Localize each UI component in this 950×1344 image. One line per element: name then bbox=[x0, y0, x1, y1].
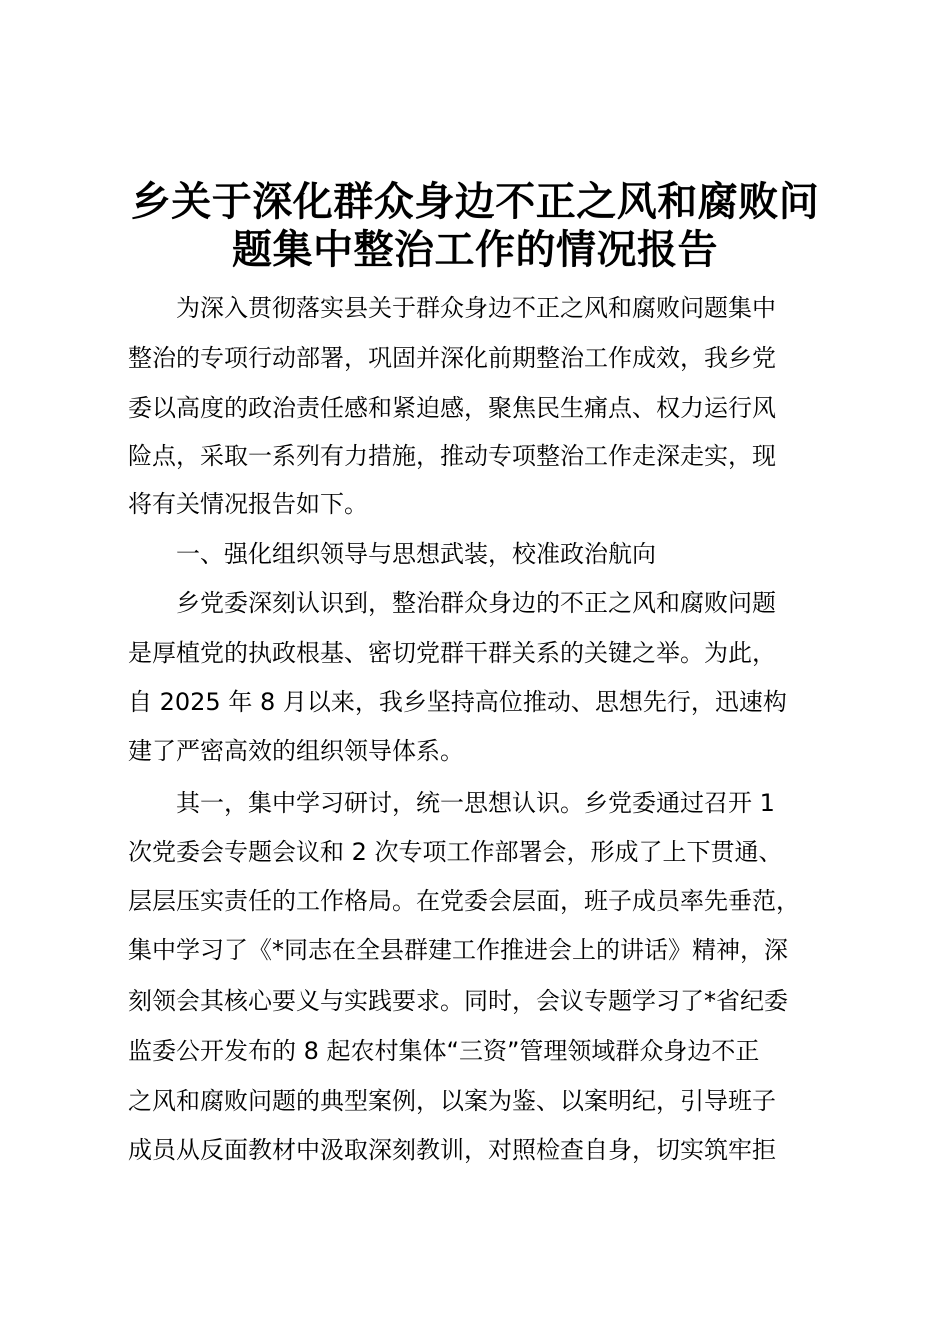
paragraph-line: 是厚植党的执政根基、密切党群干群关系的关键之举。为此， bbox=[128, 639, 776, 667]
paragraph-line: 整治的专项行动部署，巩固并深化前期整治工作成效，我乡党 bbox=[128, 344, 776, 372]
paragraph-line: 层层压实责任的工作格局。在党委会层面，班子成员率先垂范， bbox=[128, 887, 800, 915]
section-heading: 一、强化组织领导与思想武装，校准政治航向 bbox=[176, 540, 656, 568]
paragraph-line: 自 2025 年 8 月以来，我乡坚持高位推动、思想先行，迅速构 bbox=[128, 688, 787, 716]
paragraph-line: 成员从反面教材中汲取深刻教训，对照检查自身，切实筑牢拒 bbox=[128, 1136, 776, 1164]
paragraph-line: 委以高度的政治责任感和紧迫感，聚焦民生痛点、权力运行风 bbox=[128, 394, 776, 422]
paragraph-line: 监委公开发布的 8 起农村集体“三资”管理领域群众身边不正 bbox=[128, 1037, 760, 1065]
paragraph-line: 其一，集中学习研讨，统一思想认识。乡党委通过召开 1 bbox=[176, 789, 775, 817]
paragraph-line: 刻领会其核心要义与实践要求。同时，会议专题学习了*省纪委 bbox=[128, 987, 788, 1015]
paragraph-line: 为深入贯彻落实县关于群众身边不正之风和腐败问题集中 bbox=[176, 294, 776, 322]
paragraph-line: 次党委会专题会议和 2 次专项工作部署会，形成了上下贯通、 bbox=[128, 838, 783, 866]
paragraph-line: 集中学习了《*同志在全县群建工作推进会上的讲话》精神，深 bbox=[128, 936, 788, 964]
document-title bbox=[100, 178, 850, 274]
paragraph-line: 将有关情况报告如下。 bbox=[128, 490, 368, 518]
paragraph-line: 乡党委深刻认识到，整治群众身边的不正之风和腐败问题 bbox=[176, 589, 776, 617]
title-line-1: 乡关于深化群众身边不正之风和腐败问 bbox=[130, 178, 820, 225]
paragraph-line: 险点，采取一系列有力措施，推动专项整治工作走深走实，现 bbox=[128, 442, 776, 470]
paragraph-line: 建了严密高效的组织领导体系。 bbox=[128, 737, 464, 765]
title-line-2: 题集中整治工作的情况报告 bbox=[232, 226, 718, 273]
paragraph-line: 之风和腐败问题的典型案例，以案为鉴、以案明纪，引导班子 bbox=[128, 1087, 776, 1115]
